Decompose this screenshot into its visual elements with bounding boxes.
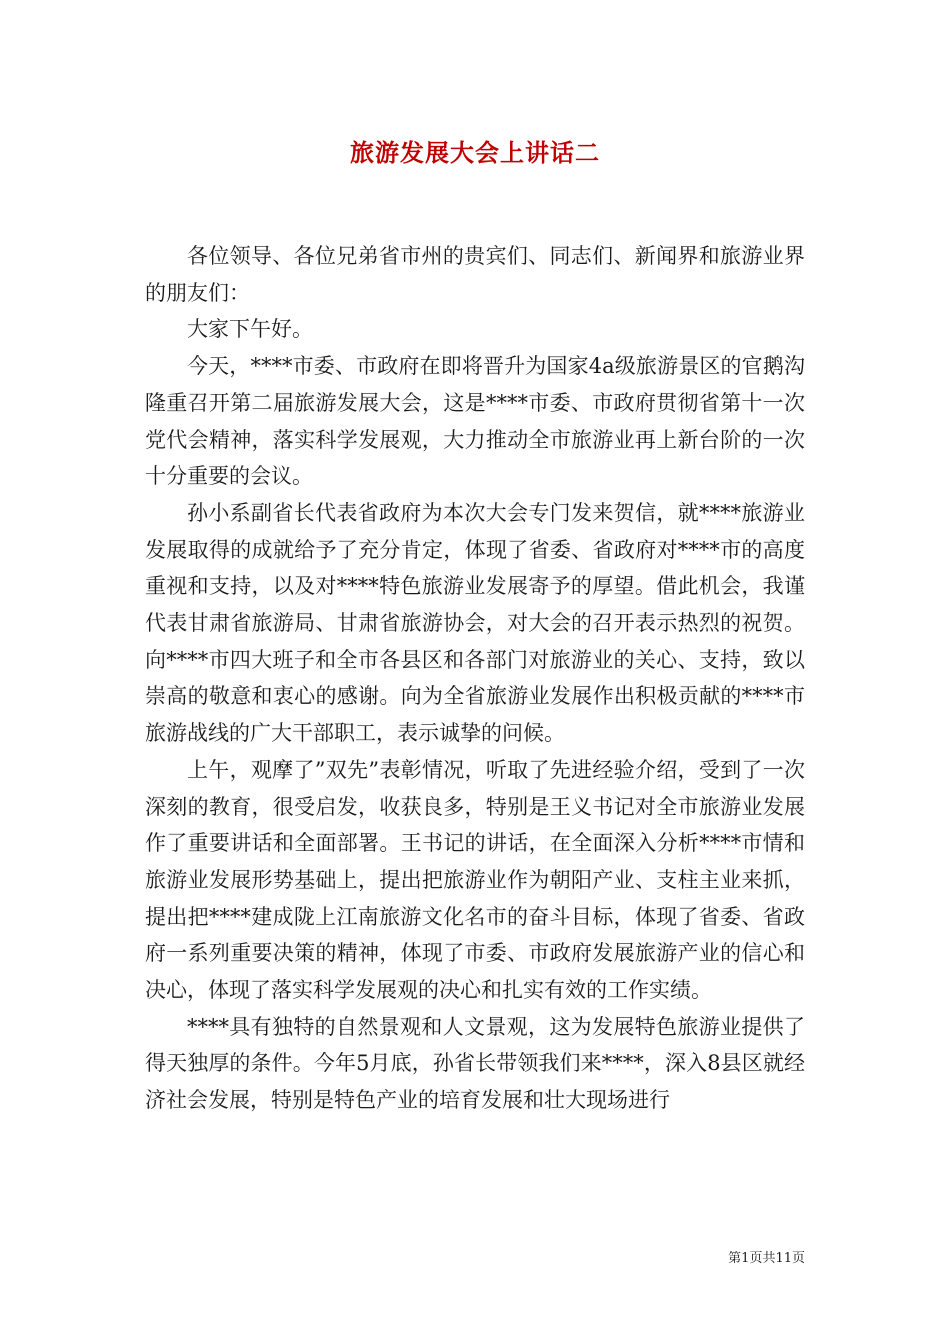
paragraph-opening: 今天，****市委、市政府在即将晋升为国家4a级旅游景区的官鹅沟隆重召开第二届旅游发展大会，这是****市委、市政府贯彻省第十一次党代会精神，落实科学发展观，大力推动全市旅游业再上新台阶的一次十分重要的会议。 [145, 354, 805, 489]
paragraph-greeting: 各位领导、各位兄弟省市州的贵宾们、同志们、新闻界和旅游业界的朋友们： [145, 244, 805, 305]
paragraph-salutation: 大家下午好。 [187, 317, 313, 342]
document-title: 旅游发展大会上讲话二 [350, 138, 600, 167]
paragraph-congratulations: 孙小系副省长代表省政府为本次大会专门发来贺信，就****旅游业发展取得的成就给予了充分肯定，体现了省委、省政府对****市的高度重视和支持，以及对****特色旅游业发展寄予的厚望。借此机会，我谨代表甘肃省旅游局、甘肃省旅游协会，对大会的召开表示热烈的祝贺。向****市四大班子和全市各县区和各部门对旅游业的关心、支持，致以崇高的敬意和衷心的感谢。向为全省旅游业发展作出积极贡献的****市旅游战线的广大干部职工，表示诚挚的问候。 [145, 500, 805, 746]
paragraph-landscape: ****具有独特的自然景观和人文景观，这为发展特色旅游业提供了得天独厚的条件。今年5月底，孙省长带领我们来****，深入8县区就经济社会发展，特别是特色产业的培育发展和壮大现场进行 [145, 1014, 805, 1113]
document-body [145, 238, 805, 1119]
page-number-footer: 第1页共11页 [728, 1251, 805, 1266]
paragraph-morning-review: 上午，观摩了”双先”表彰情况，听取了先进经验介绍，受到了一次深刻的教育，很受启发，收获良多，特别是王义书记对全市旅游业发展作了重要讲话和全面部署。王书记的讲话，在全面深入分析****市情和旅游业发展形势基础上，提出把旅游业作为朝阳产业、支柱主业来抓，提出把****建成陇上江南旅游文化名市的奋斗目标，体现了省委、省政府一系列重要决策的精神，体现了市委、市政府发展旅游产业的信心和决心，体现了落实科学发展观的决心和扎实有效的工作实绩。 [145, 757, 805, 1003]
